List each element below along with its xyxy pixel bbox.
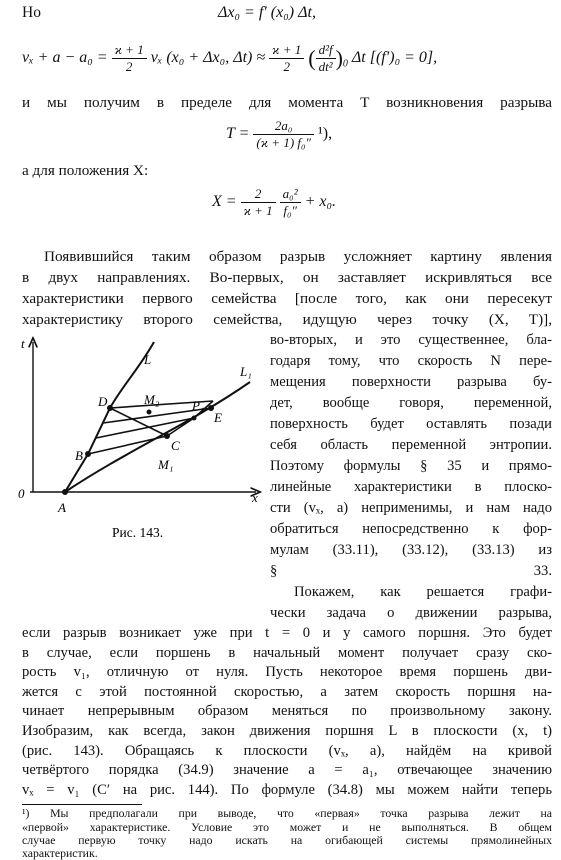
footnote-line-3: случае первую точку надо искать на огибающей системы прямолинейных (22, 832, 552, 847)
para1-line-2: в двух направлениях. Во-первых, он заставляет искривляться все (22, 269, 552, 286)
wrap-line-4: дет, вообще говоря, переменной, (270, 395, 552, 411)
para2-line-8: четвёртого порядка (34.9) значение a = a₁, отвечающее значению (22, 762, 552, 779)
equation-delta-x: Δx₀ = f′ (x₀) Δt, (218, 4, 316, 21)
figure-caption: Рис. 143. (112, 525, 164, 540)
fraction-kappa (112, 42, 147, 75)
wrap-line-5: поверхность будет оставлять позади (270, 416, 552, 432)
discontinuity-segment (110, 408, 167, 436)
label-t: t (21, 336, 25, 351)
para2-line-6: Изобразим, как всегда, закон движения поршня L в плоскости (x, t) (22, 723, 552, 739)
wrap-line-11: мулам (33.11), (33.12), (33.13) из (270, 542, 552, 558)
equation-X-left: X = (212, 193, 237, 211)
point-P1 (192, 416, 197, 421)
equation-velocity: vₓ + a − a₀ = $\frac{ϰ + 1}{2}$ vₓ (x₀ + Δx₀, Δt) ≈ $\frac{ϰ + 1}{2}$ ( $\frac{\text{d²f}}{\text{dt²}}$ )$_0$ Δt [(f′)₀ = 0], (22, 42, 438, 74)
intro-word: Но (22, 4, 41, 21)
equation-velocity-mid: vₓ (x₀ + Δx₀, Δt) ≈ (150, 49, 266, 67)
para2-line-7: (рис. 143). Обращаясь к плоскости (vₓ, a), найдём на кривой (22, 742, 552, 759)
fraction-numerator: d²f (316, 42, 336, 59)
equation-X-right: + x₀. (304, 193, 337, 211)
label-E: E (214, 410, 222, 425)
fraction-numerator: 2 (241, 186, 276, 203)
fraction-numerator: ϰ + 1 (269, 42, 304, 59)
wrap-line-6: себя область переменной энтропии. (270, 437, 552, 453)
label-M1: M₁ (158, 457, 174, 472)
fraction-numerator: 2a₀ (253, 118, 314, 135)
label-P1: P₁ (192, 398, 205, 413)
equation-T-left: T = (226, 125, 250, 143)
wrap-line-10: обратиться непосредственно к фор- (270, 521, 552, 537)
fraction-denominator: (ϰ + 1) f₀″ (256, 135, 311, 150)
text-line-X: а для положения X: (22, 162, 149, 179)
point-D (107, 405, 113, 411)
figure-143 (18, 330, 266, 545)
fraction-denominator: f₀″ (283, 203, 297, 218)
para1-line-4: характеристику второго семейства, идущую через точку (X, T)], (22, 311, 552, 328)
fraction-X-1 (241, 186, 276, 219)
wrap-line-12: § 33. (270, 563, 552, 579)
wrap-line-8: линейные характеристики в плоско- (270, 479, 552, 495)
label-L1: L₁ (240, 364, 252, 379)
point-M2 (147, 410, 152, 415)
wrap-line-7: Поэтому формулы § 35 и прямо- (270, 458, 552, 474)
point-A (62, 489, 68, 495)
fraction-denominator: 2 (125, 59, 133, 74)
footnote-marker: ¹), (317, 125, 333, 143)
point-B (85, 451, 91, 457)
fraction-kappa-2 (269, 42, 304, 75)
para2-line-3: рость v₁, отличную от нуля. Пусть некоторое время поршень дви- (22, 664, 552, 681)
wrap-line-1: во-вторых, и это существеннее, бла- (270, 332, 552, 348)
fraction-T (253, 118, 314, 151)
label-D: D (98, 394, 108, 409)
footnote-line-4: характеристик. (22, 846, 98, 860)
label-C: C (171, 438, 180, 453)
label-M2: M₂ (144, 392, 160, 407)
label-B: B (75, 448, 83, 463)
wrap-line-14: чески задача о движении разрыва, (270, 605, 552, 621)
para2-line-4: жется с этой постоянной скоростью, а затем скорость поршня на- (22, 683, 552, 700)
fraction-second-derivative (316, 42, 336, 75)
para1-line-1: Появившийся таким образом разрыв усложняет картину явления (44, 248, 552, 265)
wrap-line-9: сти (vₓ, a) неприменимы, и нам надо (270, 500, 552, 516)
equation-T (226, 118, 332, 151)
text-line-T: и мы получим в пределе для момента T возникновения разрыва (22, 94, 552, 111)
fraction-numerator: a₀² (280, 186, 301, 203)
para2-line-1: если разрыв возникает уже при t = 0 и у самого поршня. Это будет (22, 625, 552, 641)
footnote-line-2: «первой» характеристике. Условие это может и не выполняться. В общем (22, 819, 552, 834)
para2-line-9: vₓ = v₁ (C′ на рис. 144). По формуле (34.8) мы можем найти теперь (22, 781, 552, 798)
label-x: x (252, 490, 258, 505)
characteristic-1 (88, 436, 167, 454)
para2-line-2: в случае, если поршень в начальный момент получает сразу ско- (22, 644, 552, 661)
fraction-X-2 (280, 186, 301, 219)
fraction-denominator: dt² (318, 59, 333, 74)
equation-X (212, 186, 336, 219)
fraction-denominator: 2 (283, 59, 290, 74)
label-A: A (58, 500, 66, 515)
wrap-line-2: годаря тому, что скорость N пере- (270, 353, 552, 369)
point-C (164, 433, 170, 439)
label-origin: 0 (18, 486, 25, 501)
wrap-line-3: мещения поверхности разрыва бу- (270, 374, 552, 390)
fraction-numerator: ϰ + 1 (112, 42, 147, 59)
para1-line-3: характеристики первого семейства [после того, как они пересекут (22, 290, 552, 307)
footnote-rule (22, 804, 142, 805)
wrap-line-13: Покажем, как решается графи- (294, 584, 552, 600)
equation-velocity-left: vₓ + a − a₀ = (22, 49, 108, 67)
fraction-denominator: ϰ + 1 (243, 203, 273, 218)
para2-line-5: чинает непрерывным образом меняться по произвольному закону. (22, 703, 552, 720)
label-L: L (144, 352, 152, 367)
footnote-line-1: ¹) Мы предполагали при выводе, что «первая» точка разрыва лежит на (22, 806, 552, 821)
equation-velocity-right: Δt [(f′)₀ = 0], (351, 49, 438, 67)
